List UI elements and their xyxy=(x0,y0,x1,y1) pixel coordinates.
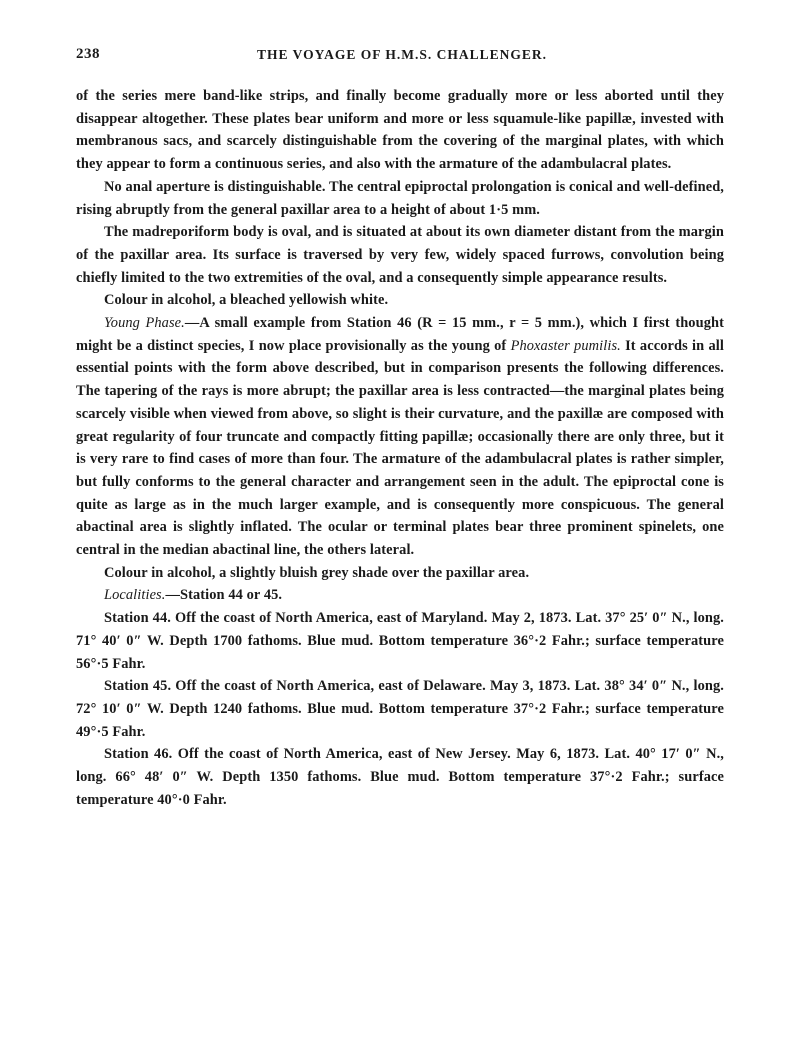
paragraph-colour-adult xyxy=(76,289,724,312)
paragraph-colour-young xyxy=(76,562,724,585)
paragraph-text: Station 44. Off the coast of North America, east of Maryland. May 2, 1873. Lat. 37° 25′ 0″ N., long. 71° 40′ 0″ W. Depth 1700 fathoms. Blue mud. Bottom temperature 36°·2 Fahr.; surface temperature 56°·5 Fahr. xyxy=(76,610,724,672)
paragraph-station-44 xyxy=(76,607,724,675)
paragraph-localities xyxy=(76,584,724,607)
paragraph-text: Station 45. Off the coast of North America, east of Delaware. May 3, 1873. Lat. 38° 34′ 0″ N., long. 72° 10′ 0″ W. Depth 1240 fathoms. Blue mud. Bottom temperature 37°·2 Fahr.; surface temperature 49°·5 Fahr. xyxy=(76,678,724,740)
paragraph-text: Station 46. Off the coast of North America, east of New Jersey. May 6, 1873. Lat. 40° 17′ 0″ N., long. 66° 48′ 0″ W. Depth 1350 fathoms. Blue mud. Bottom temperature 37°·2 Fahr.; surface temperature 40°·0 Fahr. xyxy=(76,746,724,808)
section-lead-localities: Localities. xyxy=(104,587,166,604)
paragraph-anal-aperture xyxy=(76,176,724,221)
running-title: THE VOYAGE OF H.M.S. CHALLENGER. xyxy=(256,47,548,62)
paragraph-text: The madreporiform body is oval, and is situated at about its own diameter distant from the margin of the paxillar area. Its surface is traversed by very few, widely spaced furrows, convolution being chiefly limited to the two extremities of the oval, and a consequently simple appearance results. xyxy=(76,224,724,286)
paragraph-text: of the series mere band-like strips, and finally become gradually more or less aborted until they disappear altogether. These plates bear uniform and more or less squamule-like papillæ, invested with membranous sacs, and scarcely distinguishable from the covering of the marginal plates, with which they appear to form a continuous series, and also with the armature of the adambulacral plates. xyxy=(76,88,724,173)
paragraph-station-45 xyxy=(76,675,724,743)
species-name: Phoxaster pumilis. xyxy=(510,337,621,354)
paragraph-madreporiform-body xyxy=(76,221,724,289)
paragraph-text: Colour in alcohol, a slightly bluish grey shade over the paxillar area. xyxy=(104,564,530,581)
paragraph-text: —A small example from Station 46 (R = 15 mm., r = 5 mm.), which I first thought might be a distinct species, I now place provisionally as the young of xyxy=(76,315,724,354)
section-lead-young-phase: Young Phase. xyxy=(104,315,185,332)
paragraph-text: Colour in alcohol, a bleached yellowish white. xyxy=(104,292,389,309)
body-text xyxy=(76,85,724,812)
paragraph-text-continued: It accords in all essential points with the form above described, but in comparison presents the following differences. The tapering of the rays is more abrupt; the paxillar area is less contracted—the marginal plates being scarcely visible when viewed from above, so slight is their curvature, and the paxillæ are composed with great regularity of four truncate and compactly fitting papillæ; occasionally there are only three, but it is very rare to find cases of more than four. The armature of the adambulacral plates is rather simpler, but fully conforms to the general character and arrangement seen in the adult. The epiproctal cone is quite as large as in the much larger example, and is consequently more conspicuous. The general abactinal area is slightly inflated. The ocular or terminal plates bear three prominent spinelets, one central in the median abactinal line, the others lateral. xyxy=(76,337,724,559)
paragraph-station-46 xyxy=(76,743,724,811)
paragraph-text: —Station 44 or 45. xyxy=(165,587,283,604)
page-number: 238 xyxy=(76,46,100,62)
paragraph-text: No anal aperture is distinguishable. The central epiproctal prolongation is conical and well-defined, rising abruptly from the general paxillar area to a height of about 1·5 mm. xyxy=(76,178,724,218)
running-head xyxy=(76,46,728,68)
paragraph-young-phase xyxy=(76,312,724,562)
paragraph-continuation xyxy=(76,85,724,176)
